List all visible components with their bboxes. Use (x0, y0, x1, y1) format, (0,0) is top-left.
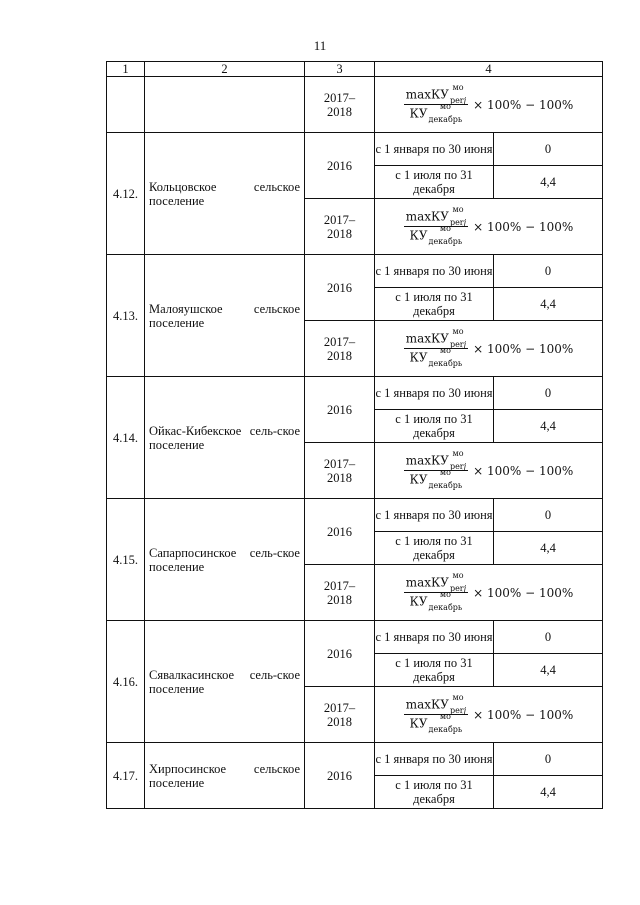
value-cell: 4,4 (494, 776, 603, 809)
number-cell: 4.12. (107, 133, 145, 255)
value-cell: 4,4 (494, 288, 603, 321)
period-cell: с 1 июля по 31 декабря (375, 654, 494, 687)
number-cell: 4.14. (107, 377, 145, 499)
header-col-3: 3 (305, 62, 375, 77)
formula-tail: × 100% − 100% (473, 707, 574, 722)
name-cell: Сявалкасинское сель-ское поселение (145, 621, 305, 743)
formula-cell (375, 443, 603, 499)
formula-numerator: maxКУ мо perj (405, 693, 467, 715)
formula-fraction (404, 449, 468, 490)
formula-tail: × 100% − 100% (473, 463, 574, 478)
period-cell: с 1 июля по 31 декабря (375, 410, 494, 443)
value-cell: 0 (494, 255, 603, 288)
year-cell: 2016 (305, 743, 375, 809)
year-cell: 2017– 2018 (305, 565, 375, 621)
formula-numerator: maxКУ мо perj (405, 83, 467, 105)
name-cell: Малояушское сельское поселение (145, 255, 305, 377)
formula-tail: × 100% − 100% (473, 341, 574, 356)
period-cell: с 1 января по 30 июня (375, 377, 494, 410)
name-cell: Хирпосинское сельское поселение (145, 743, 305, 809)
formula-numerator: maxКУ мо perj (405, 571, 467, 593)
name-cell (145, 77, 305, 133)
table-row (107, 133, 603, 166)
period-cell: с 1 января по 30 июня (375, 499, 494, 532)
header-col-4: 4 (375, 62, 603, 77)
formula-tail: × 100% − 100% (473, 585, 574, 600)
year-cell: 2016 (305, 621, 375, 687)
formula-fraction (404, 327, 468, 368)
formula (404, 205, 574, 246)
name-cell: Ойкас-Кибекское сель-ское поселение (145, 377, 305, 499)
value-cell: 4,4 (494, 166, 603, 199)
year-cell: 2017– 2018 (305, 443, 375, 499)
formula-tail: × 100% − 100% (473, 97, 574, 112)
formula-fraction (404, 205, 468, 246)
formula-cell (375, 199, 603, 255)
year-cell: 2016 (305, 499, 375, 565)
formula-numerator: maxКУ мо perj (405, 205, 467, 227)
formula-cell (375, 77, 603, 133)
formula-denominator: КУ мо декабрь (409, 346, 463, 368)
year-cell: 2017– 2018 (305, 687, 375, 743)
year-cell: 2016 (305, 133, 375, 199)
period-cell: с 1 января по 30 июня (375, 133, 494, 166)
name-cell: Сапарпосинское сель-ское поселение (145, 499, 305, 621)
year-cell: 2016 (305, 377, 375, 443)
number-cell: 4.17. (107, 743, 145, 809)
period-cell: с 1 июля по 31 декабря (375, 288, 494, 321)
formula (404, 327, 574, 368)
formula-tail: × 100% − 100% (473, 219, 574, 234)
year-cell: 2017– 2018 (305, 199, 375, 255)
tariff-table (106, 61, 603, 809)
value-cell: 4,4 (494, 654, 603, 687)
table-row (107, 743, 603, 776)
number-cell: 4.13. (107, 255, 145, 377)
formula (404, 693, 574, 734)
formula (404, 83, 574, 124)
formula-denominator: КУ мо декабрь (409, 712, 463, 734)
page-number: 11 (313, 38, 327, 53)
value-cell: 4,4 (494, 410, 603, 443)
formula-cell (375, 687, 603, 743)
period-cell: с 1 июля по 31 декабря (375, 532, 494, 565)
formula (404, 571, 574, 612)
formula-numerator: maxКУ мо perj (405, 327, 467, 349)
header-col-2: 2 (145, 62, 305, 77)
table-row (107, 77, 603, 133)
number-cell: 4.15. (107, 499, 145, 621)
formula-fraction (404, 693, 468, 734)
formula (404, 449, 574, 490)
header-row (107, 62, 603, 77)
value-cell: 0 (494, 133, 603, 166)
formula-denominator: КУ мо декабрь (409, 590, 463, 612)
table-row (107, 499, 603, 532)
formula-denominator: КУ мо декабрь (409, 224, 463, 246)
formula-cell (375, 321, 603, 377)
year-cell: 2016 (305, 255, 375, 321)
table-row (107, 621, 603, 654)
period-cell: с 1 июля по 31 декабря (375, 166, 494, 199)
formula-fraction (404, 571, 468, 612)
formula-denominator: КУ мо декабрь (409, 102, 463, 124)
formula-numerator: maxКУ мо perj (405, 449, 467, 471)
value-cell: 0 (494, 743, 603, 776)
value-cell: 0 (494, 499, 603, 532)
table-row (107, 377, 603, 410)
period-cell: с 1 июля по 31 декабря (375, 776, 494, 809)
value-cell: 0 (494, 377, 603, 410)
value-cell: 4,4 (494, 532, 603, 565)
period-cell: с 1 января по 30 июня (375, 255, 494, 288)
period-cell: с 1 января по 30 июня (375, 621, 494, 654)
formula-cell (375, 565, 603, 621)
name-cell: Кольцовское сельское поселение (145, 133, 305, 255)
table-row (107, 255, 603, 288)
period-cell: с 1 января по 30 июня (375, 743, 494, 776)
year-cell: 2017– 2018 (305, 321, 375, 377)
year-cell: 2017– 2018 (305, 77, 375, 133)
formula-denominator: КУ мо декабрь (409, 468, 463, 490)
value-cell: 0 (494, 621, 603, 654)
formula-fraction (404, 83, 468, 124)
number-cell: 4.16. (107, 621, 145, 743)
header-col-1: 1 (107, 62, 145, 77)
number-cell (107, 77, 145, 133)
